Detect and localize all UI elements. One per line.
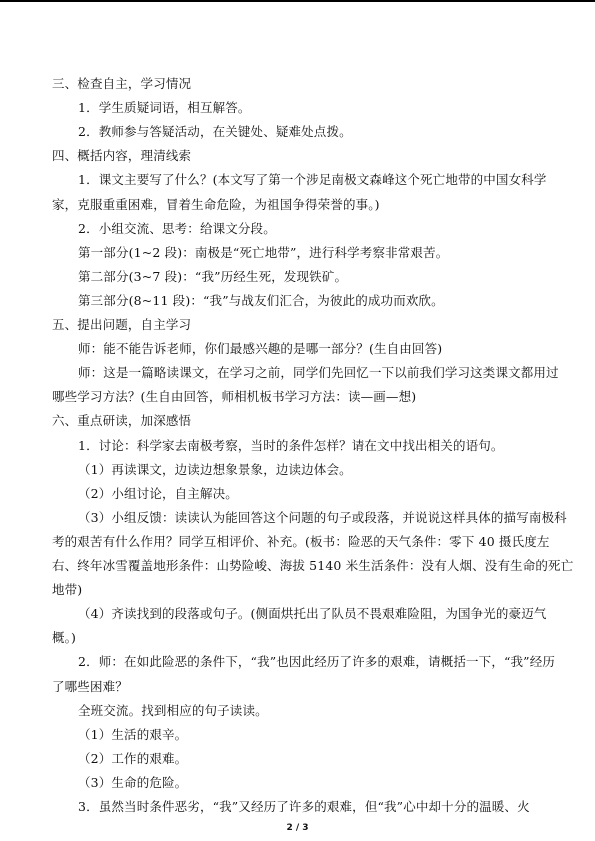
- paragraph-line: 3．虽然当时条件恶劣，“我”又经历了许多的艰难，但“我”心中却十分的温暖、火: [78, 799, 530, 814]
- paragraph-line: 右、终年冰雪覆盖地形条件：山势险峻、海拔 5140 米生活条件：没有人烟、没有生命的死亡: [52, 558, 574, 573]
- paragraph-line: 2．小组交流、思考：给课文分段。: [78, 220, 276, 236]
- paragraph-line: 师：能不能告诉老师，你们最感兴趣的是哪一部分？(生自由回答): [78, 341, 443, 357]
- paragraph-line: 1．学生质疑词语，相互解答。: [78, 100, 251, 116]
- paragraph-line: 第二部分(3~7 段)：“我”历经生死，发现铁矿。: [78, 268, 348, 284]
- paragraph-line: 哪些学习方法？(生自由回答，师相机板书学习方法：读—画—想): [52, 389, 417, 405]
- section-heading: 四、概括内容，理清线索: [52, 148, 192, 164]
- paragraph-line: 2．师：在如此险恶的条件下，“我”也因此经历了许多的艰难，请概括一下，“我”经历: [78, 654, 556, 670]
- page-top-rule: [0, 0, 595, 2]
- paragraph-line: 师：这是一篇略读课文，在学习之前，同学们先回忆一下以前我们学习这类课文都用过: [78, 365, 559, 381]
- paragraph-line: 第三部分(8~11 段)：“我”与战友们汇合，为彼此的成功而欢欣。: [78, 292, 444, 308]
- paragraph-line: 1．讨论：科学家去南极考察，当时的条件怎样？请在文中找出相关的语句。: [78, 437, 504, 453]
- paragraph-line: 了哪些困难？: [52, 678, 128, 694]
- paragraph-line: （2）小组讨论，自主解决。: [78, 485, 238, 501]
- paragraph-line: （1）再读课文，边读边想象景象，边读边体会。: [78, 461, 352, 477]
- paragraph-line: 全班交流。找到相应的句子读读。: [78, 702, 268, 718]
- paragraph-line: （1）生活的艰辛。: [78, 726, 188, 742]
- paragraph-line: 2．教师参与答疑活动，在关键处、疑难处点拨。: [78, 124, 352, 140]
- section-heading: 六、重点研读，加深感悟: [52, 413, 192, 429]
- paragraph-line: 考的艰苦有什么作用？同学互相评价、补充。(板书：险恶的天气条件：零下 40 摄氏度左: [52, 533, 550, 549]
- page-number: 2 / 3: [286, 823, 309, 833]
- section-heading: 三、检查自主，学习情况: [52, 76, 192, 91]
- paragraph-line: （3）生命的危险。: [78, 774, 188, 790]
- paragraph-line: （4）齐读找到的段落或句子。(侧面烘托出了队员不畏艰难险阻，为国争光的豪迈气: [78, 606, 547, 622]
- paragraph-line: 第一部分(1~2 段)：南极是“死亡地带”，进行科学考察非常艰苦。: [78, 244, 449, 260]
- paragraph-line: （2）工作的艰难。: [78, 750, 188, 766]
- paragraph-line: （3）小组反馈：读读认为能回答这个问题的句子或段落，并说说这样具体的描写南极科: [78, 509, 567, 525]
- paragraph-line: 概。): [52, 630, 77, 646]
- section-heading: 五、提出问题，自主学习: [52, 317, 192, 332]
- paragraph-line: 地带): [52, 582, 83, 598]
- paragraph-line: 家，克服重重困难，冒着生命危险，为祖国争得荣誉的事。): [52, 196, 380, 212]
- paragraph-line: 1．课文主要写了什么？(本文写了第一个涉足南极文森峰这个死亡地带的中国女科学: [78, 172, 547, 188]
